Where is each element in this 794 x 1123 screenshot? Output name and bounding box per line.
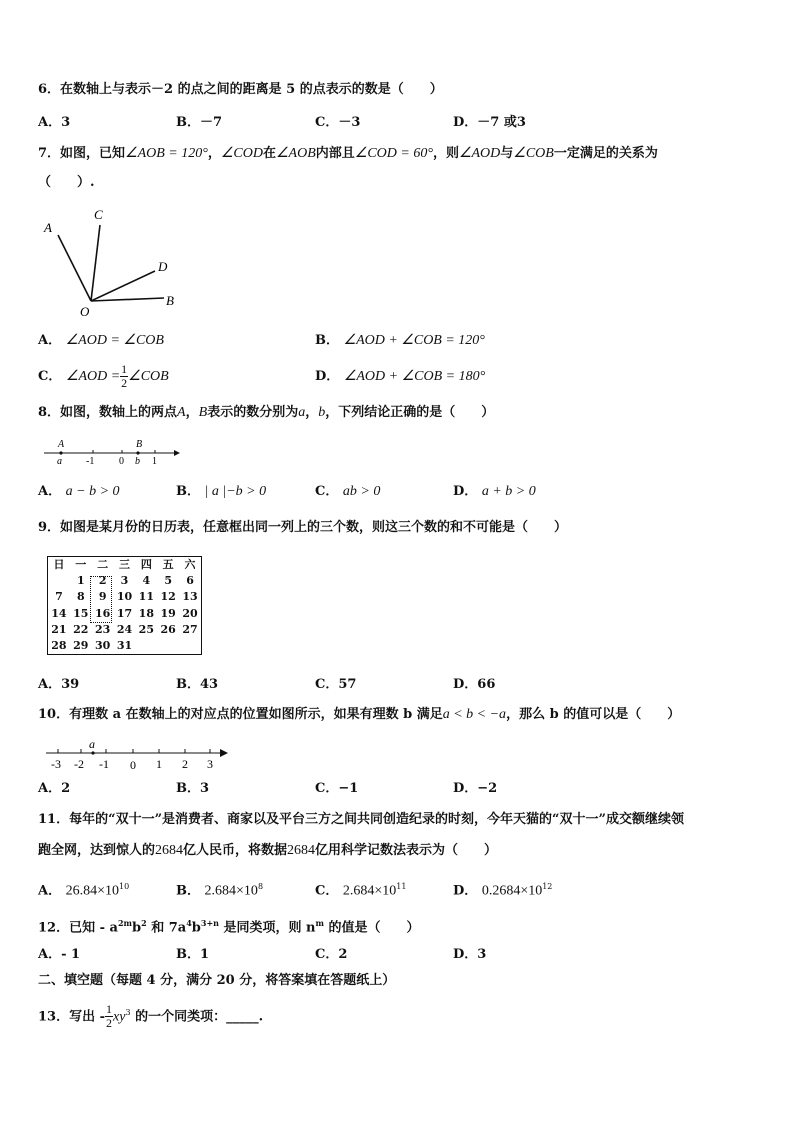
q9-option-b: B．43 — [176, 677, 219, 692]
fraction: $\frac{1}{2}$ — [121, 362, 128, 390]
calendar-row: 28 29 30 31 — [51, 638, 133, 652]
label-c: C — [94, 207, 103, 222]
q6-option-b: B．－7 — [176, 115, 223, 130]
question-10-stem: 10．有理数 a 在数轴上的对应点的位置如图所示，如果有理数 b 满足a < b < −a，那么 b 的值可以是（ ） — [38, 707, 681, 722]
q6-option-c: C．－3 — [315, 115, 361, 130]
q6-option-a: A．3 — [38, 115, 71, 130]
svg-text:1: 1 — [156, 757, 162, 771]
svg-text:-1: -1 — [86, 456, 95, 467]
q8-option-b: B． | a |−b > 0 — [176, 484, 267, 499]
question-6-stem: 6．在数轴上与表示－2 的点之间的距离是 5 的点表示的数是（ ） — [38, 82, 443, 97]
svg-text:-1: -1 — [99, 757, 109, 771]
question-9-stem: 9．如图是某月份的日历表，任意框出同一列上的三个数，则这三个数的和不可能是（ ） — [38, 520, 568, 535]
svg-text:B: B — [136, 439, 143, 450]
q12-option-c: C．2 — [315, 947, 348, 962]
question-7-stem: 7．如图，已知∠AOB = 120°，∠COD在∠AOB内部且∠COD = 60°，则∠AOD与∠COB一定满足的关系为 — [38, 146, 658, 161]
q11-option-c: C． $2.684\times 10^{11}$ — [315, 882, 407, 899]
number-line-q10 — [38, 737, 233, 771]
q12-option-a: A．- 1 — [38, 947, 81, 962]
calendar-table — [47, 556, 202, 655]
question-13-stem: 13．写出 - $\frac{1}{2}$ $xy^3$ 的一个同类项：_____. — [38, 1002, 264, 1031]
fraction: $\frac{1}{2}$ — [106, 1002, 113, 1031]
label-o: O — [80, 304, 90, 319]
label-a: A — [44, 220, 52, 235]
svg-text:0: 0 — [119, 456, 124, 467]
calendar-row: 1 2 3 4 5 6 — [76, 574, 194, 588]
q10-option-b: B．3 — [176, 781, 210, 796]
q9-option-d: D．66 — [453, 677, 496, 692]
dotted-selection-box — [90, 576, 112, 623]
section-heading: 二、填空题（每题 4 分，满分 20 分，将答案填在答题纸上） — [38, 973, 396, 988]
q9-option-a: A．39 — [38, 677, 80, 692]
question-12-stem: 12．已知 - $a^{2m}b^2$ 和 $7a^4b^{3+n}$ 是同类项，则 $n^m$ 的值是（ ） — [38, 918, 420, 936]
q7-option-a: A． ∠AOD = ∠COB — [38, 333, 164, 348]
q11-option-a: A． $26.84\times 10^{10}$ — [38, 882, 130, 899]
q10-option-a: A．2 — [38, 781, 71, 796]
calendar-row: 21 22 23 24 25 26 27 — [51, 622, 198, 636]
svg-text:-2: -2 — [74, 757, 84, 771]
inequality: a < b < −a — [442, 707, 507, 722]
q6-option-d: D．－7 或3 — [453, 115, 526, 130]
svg-text:b: b — [135, 456, 140, 467]
svg-text:-3: -3 — [51, 757, 61, 771]
q7-option-b: B． ∠AOD + ∠COB = 120° — [315, 333, 485, 348]
svg-text:a: a — [89, 737, 95, 751]
calendar-row: 14 15 16 17 18 19 20 — [51, 606, 198, 620]
question-8-stem: 8．如图，数轴上的两点A，B表示的数分别为a，b，下列结论正确的是（ ） — [38, 405, 495, 420]
number-line-q8 — [38, 436, 183, 468]
q10-option-d: D．−2 — [453, 781, 498, 796]
label-b: B — [166, 293, 174, 308]
q12-option-d: D．3 — [453, 947, 487, 962]
calendar-row: 7 8 9 10 11 12 13 — [55, 590, 198, 604]
q7-option-c: C． ∠AOD = $\frac{1}{2}$ ∠COB — [38, 362, 169, 390]
q8-option-d: D． a + b > 0 — [453, 484, 536, 499]
q7-expr: ∠AOB = 120° — [125, 146, 208, 161]
q11-option-b: B． $2.684\times 10^8$ — [176, 882, 264, 899]
q7-option-d: D． ∠AOD + ∠COB = 180° — [315, 369, 486, 384]
svg-text:a: a — [57, 456, 62, 467]
svg-text:A: A — [58, 439, 65, 450]
q10-option-c: C．−1 — [315, 781, 359, 796]
q8-option-a: A． a − b > 0 — [38, 484, 120, 499]
question-11-stem: 11．每年的“双十一”是消费者、商家以及平台三方之间共同创造纪录的时刻，今年天猫的“双十一”成交额继续领 — [38, 812, 685, 827]
svg-text:3: 3 — [207, 757, 213, 771]
svg-text:0: 0 — [130, 758, 136, 771]
angle-figure — [38, 205, 188, 320]
svg-text:1: 1 — [152, 456, 157, 467]
question-7-stem-continued: （ ）. — [38, 175, 95, 190]
q9-option-c: C．57 — [315, 677, 357, 692]
calendar-header: 日 一 二 三 四 五 六 — [53, 558, 196, 572]
q8-option-c: C． ab > 0 — [315, 484, 381, 499]
q12-option-b: B．1 — [176, 947, 210, 962]
label-d: D — [158, 259, 168, 274]
svg-text:2: 2 — [182, 757, 188, 771]
q11-option-d: D． $0.2684\times 10^{12}$ — [453, 882, 553, 899]
question-11-stem-continued: 跑全网，达到惊人的2684亿人民币，将数据2684亿用科学记数法表示为（ ） — [38, 843, 498, 858]
